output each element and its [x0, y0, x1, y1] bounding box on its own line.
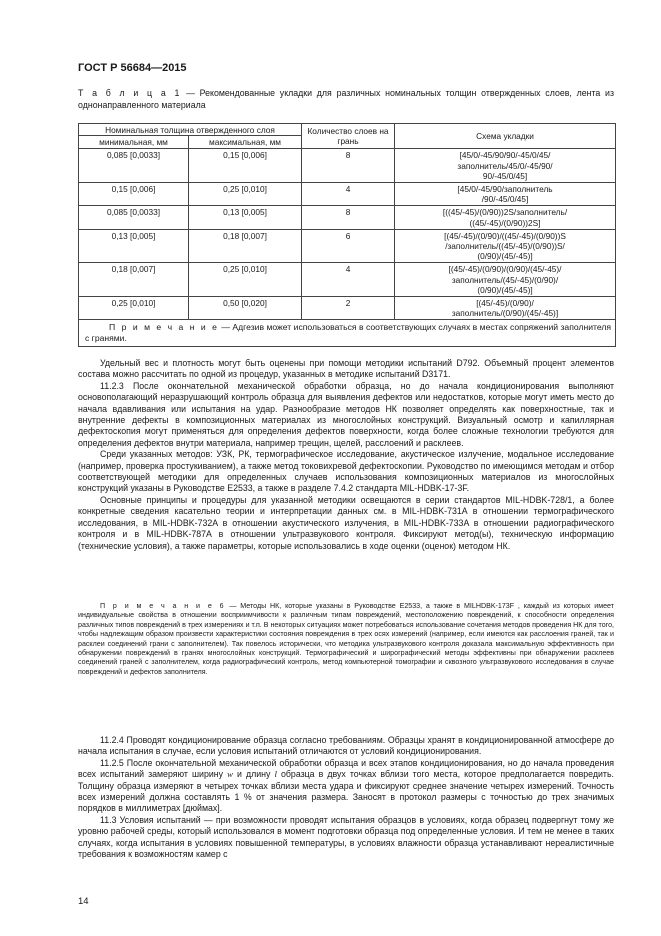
- scheme-line: /90/-45/0/45]: [481, 194, 529, 205]
- table-caption-label: Т а б л и ц а 1: [78, 88, 182, 98]
- scheme-line: [45/0/-45/90/заполнитель: [457, 184, 553, 195]
- cell-count: 8: [302, 206, 395, 229]
- table-caption-text: — Рекомендованные укладки для различных номинальных толщин отвержденных слоев, лента из однонаправленного материала: [78, 88, 614, 110]
- cell-min: 0,15 [0,006]: [79, 183, 189, 206]
- header-count: Количество слоев на грань: [302, 124, 395, 149]
- table-note-label: П р и м е ч а н и е: [109, 322, 219, 333]
- paragraph-11-2-4: 11.2.4 Проводят кондиционирование образца согласно требованиям. Образцы хранят в кондиционированной атмосфере до начала испытания в случае, если условия испытаний отличаются от условий кондиционирования.: [78, 735, 614, 757]
- scheme-line: (0/90)/(45/-45)]: [477, 251, 533, 262]
- body-block-2: [78, 735, 614, 860]
- scheme-line: [(45/-45)/(0/90)/((45/-45)/(0/90))S: [444, 230, 566, 241]
- paragraph-density: Удельный вес и плотность могут быть оценены при помощи методики испытаний D792. Объемный процент элементов состава можно рассчитать по одной из процедур, указанных в методике испытаний D3171.: [78, 358, 614, 380]
- cell-scheme: [395, 297, 616, 320]
- cell-scheme: [395, 229, 616, 263]
- paragraph-11-2-5-part: и длину: [232, 769, 275, 780]
- page-number: 14: [78, 896, 89, 907]
- note-6-label: П р и м е ч а н и е 6: [100, 602, 226, 610]
- table-row: [79, 206, 616, 229]
- table-row: [79, 229, 616, 263]
- header-max: максимальная, мм: [189, 136, 302, 149]
- scheme-line: /заполнитель/((45/-45)/(0/90))S/: [445, 241, 565, 252]
- cell-scheme: [395, 206, 616, 229]
- paragraph-mil-hdbk: Основные принципы и процедуры для указанной методики освещаются в серии стандартов MIL-HDBK-728/1, а более конкретные сведения касательно теории и интерпретации данных см. в MIL-HDBK-731A в отношении термографического исследования, в MIL-HDBK-732A в отношении акустического излучения, в MIL-HDBK-733A в отношении радиографического контроля и в MIL-HDBK-787A в отношении ультразвукового контроля. Фиксируют метод(ы), техническую информацию (технические условия), а также параметры, которые использовались в ходе оценки (оценок) методом НК.: [78, 494, 614, 551]
- paragraph-11-2-3: 11.2.3 После окончательной механической обработки образца, но до начала кондиционирования выполняют основополагающий неразрушающий контроль образца для выявления дефектов или недостатков, которые могут иметь место до начала вдавливания или испытания на удар. Разнообразие методов НК позволяет определять как поверхностные, так и внутренние дефекты в композиционных материалах из многослойных конструкций. Визуальный осмотр и капиллярная дефектоскопия могут применяться для определения дефектов поверхности, когда более сложные технологии требуются для определения дефектов внутри материала, например трещин, щелей, расслоений и расклеев.: [78, 380, 614, 448]
- scheme-line: заполнитель/(45/-45)/(0/90)/: [451, 274, 559, 285]
- table-row: [79, 183, 616, 206]
- table-caption: [78, 88, 614, 112]
- layup-table: [78, 123, 616, 347]
- scheme-line: [((45/-45)/(0/90))2S/заполнитель/: [442, 207, 568, 218]
- cell-min: 0,085 [0,0033]: [79, 149, 189, 183]
- cell-scheme: [395, 149, 616, 183]
- cell-max: 0,50 [0,020]: [189, 297, 302, 320]
- cell-count: 2: [302, 297, 395, 320]
- paragraph-11-2-5: [78, 758, 614, 815]
- header-thickness: Номинальная толщина отвержденного слоя: [79, 124, 302, 136]
- scheme-line: [(45/-45)/(0/90)/: [476, 298, 534, 309]
- cell-min: 0,25 [0,010]: [79, 297, 189, 320]
- table-row: [79, 263, 616, 297]
- table-row: [79, 149, 616, 183]
- note-6: [78, 602, 614, 677]
- header-min: минимальная, мм: [79, 136, 189, 149]
- table-note-text: — Адгезив может использоваться в соответствующих случаях в местах сопряжений заполнителя с гранями.: [85, 322, 612, 344]
- width-symbol: w: [227, 769, 233, 780]
- cell-min: 0,13 [0,005]: [79, 229, 189, 263]
- paragraph-11-3: 11.3 Условия испытаний — при возможности проводят испытания образцов в условиях, когда образец подвергнут тому же уровню рабочей среды, который использовался в момент подготовки образца под определенные условия. И тем не менее в таких случаях, когда испытания в условиях повышенной температуры, в условиях влажности образца устанавливают нереалистичные требования к возможностям камер с: [78, 814, 614, 860]
- cell-count: 4: [302, 263, 395, 297]
- cell-count: 4: [302, 183, 395, 206]
- cell-count: 8: [302, 149, 395, 183]
- scheme-line: ((45/-45)/(0/90))2S]: [469, 217, 541, 228]
- cell-max: 0,25 [0,010]: [189, 263, 302, 297]
- cell-scheme: [395, 263, 616, 297]
- scheme-line: [45/0/-45/90/90/-45/0/45/: [459, 150, 551, 161]
- cell-count: 6: [302, 229, 395, 263]
- scheme-line: 90/-45/0/45]: [482, 170, 528, 181]
- document-header: ГОСТ Р 56684—2015: [78, 62, 187, 74]
- paragraph-11-2-5-part: образца в двух точках вблизи того места, которое предполагается повредить. Толщину образца измеряют в четырех точках вблизи места удара и фиксируют среднее значение четырех измерений. Точность всех измерений должна составлять 1 % от значения размера. Заносят в протокол размеры с точностью до трех значимых порядков в миллиметрах [дюймах].: [78, 769, 614, 814]
- cell-max: 0,18 [0,007]: [189, 229, 302, 263]
- length-symbol: l: [274, 769, 277, 780]
- scheme-line: заполнитель/(0/90)/(45/-45)]: [451, 308, 559, 319]
- scheme-line: заполнитель/45/0/-45/90/: [457, 160, 553, 171]
- cell-max: 0,13 [0,005]: [189, 206, 302, 229]
- cell-min: 0,085 [0,0033]: [79, 206, 189, 229]
- scheme-line: (0/90)/(45/-45)]: [477, 284, 533, 295]
- cell-max: 0,15 [0,006]: [189, 149, 302, 183]
- paragraph-ndt-methods: Среди указанных методов: УЗК, РК, термографическое исследование, акустическое излучение, модальное исследование (например, проверка простукиванием), а также метод токовихревой дефектоскопии. Руководство по имеющимся методам и отбор соответствующей методики для определенных случаев использования композиционных материалов из многослойных конструкций указаны в Руководстве E2533, а также в разделе 7.4.2 стандарта MIL-HDBK-17-3F.: [78, 449, 614, 494]
- table-note: [79, 320, 616, 347]
- paragraph-11-2-5-part: 11.2.5 После окончательной механической обработки образца и всех этапов кондиционирования, но до начала проведения всех испытаний замеряют ширину: [78, 757, 614, 780]
- cell-scheme: [395, 183, 616, 206]
- cell-min: 0,18 [0,007]: [79, 263, 189, 297]
- note-6-text: — Методы НК, которые указаны в Руководстве E2533, а также в MILHDBK-173F , каждый из которых имеет индивидуальные свойства в отношении восприимчивости к различным типам повреждений, местоположению повреждений, к способности определения различных типов повреждений в трех измерениях и т.п. В некоторых ситуациях может потребоваться использование сочетания методов проведения НК для того, чтобы надлежащим образом произвести характеристики состояния повреждения в трех осях измерений (например, если имеются как расслоения граней, так и расклеи соединений грани с заполнителем). Так повелось исторически, что методика ультразвукового контроля доказала максимальную эффективность при обнаружении повреждений в гранях многослойных конструкций. Термографический и ширографический методы эффективны при обнаружении расклеев соединений граней с заполнителем, когда радиографический контроль, метод компьютерной томографии и сквозного ультразвукового исследования в случае повреждений и дефектов заполнителя.: [78, 602, 614, 676]
- table-row: [79, 297, 616, 320]
- header-scheme: Схема укладки: [395, 124, 616, 149]
- scheme-line: [(45/-45)/(0/90)/(0/90)/(45/-45)/: [448, 264, 562, 275]
- body-block-1: [78, 358, 614, 552]
- cell-max: 0,25 [0,010]: [189, 183, 302, 206]
